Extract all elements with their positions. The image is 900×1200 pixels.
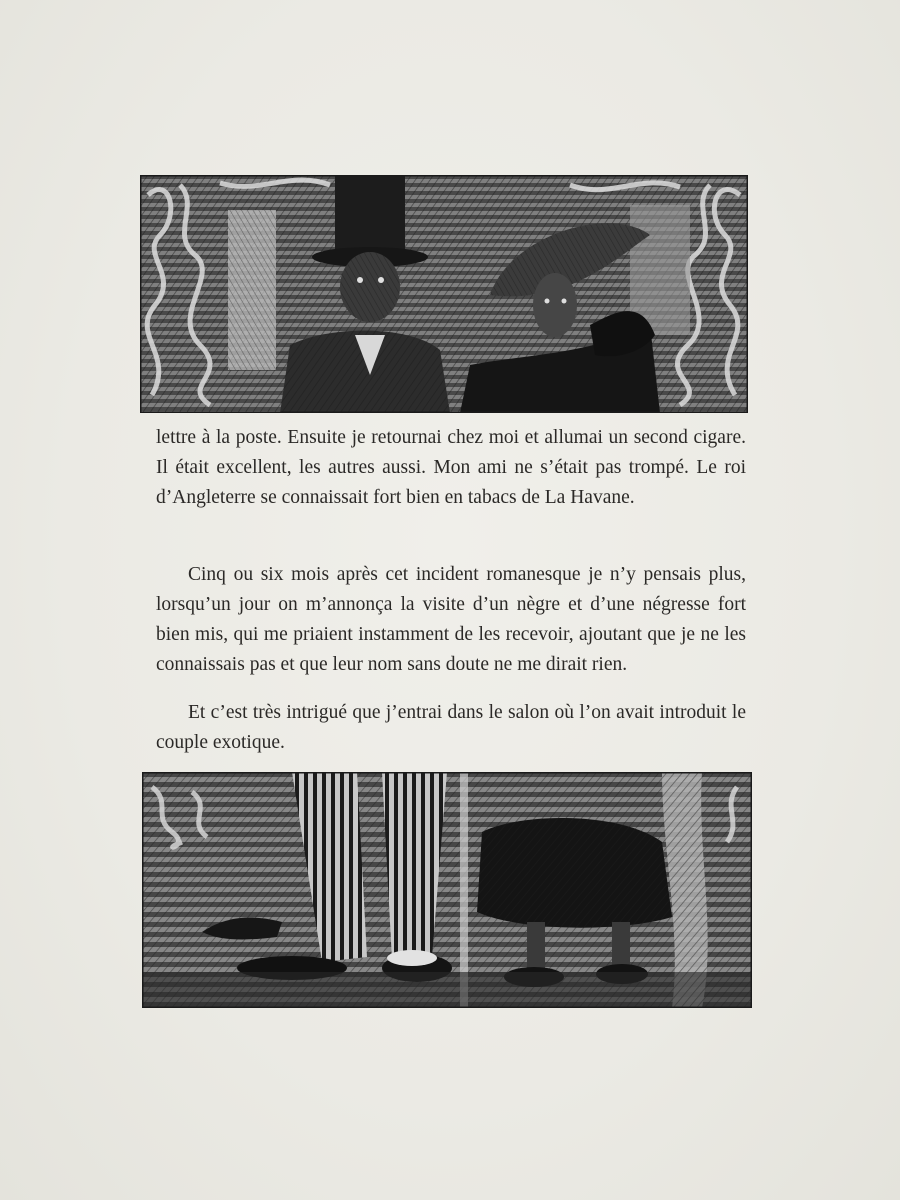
bottom-engraving-graphic: [142, 772, 752, 1008]
top-engraving-illustration: [140, 175, 748, 413]
paragraph-2: [156, 560, 746, 680]
paragraph-2-text: Cinq ou six mois après cet incident romanesque je n’y pensais plus, lorsqu’un jour on m’annonça la visite d’un nègre et d’une négresse fort bien mis, qui me priaient instamment de les recevoir, ajoutant que je ne les connaissais pas et que leur nom sans doute ne me dirait rien.: [156, 564, 746, 675]
paragraph-1: [156, 423, 746, 513]
bottom-engraving-illustration: [142, 772, 752, 1008]
top-engraving-graphic: [140, 175, 748, 413]
paragraph-1-text: lettre à la poste. Ensuite je retournai chez moi et allumai un second cigare. Il était excellent, les autres aussi. Mon ami ne s’était pas trompé. Le roi d’Angleterre se connaissait fort bien en tabacs de La Havane.: [156, 427, 746, 508]
paragraph-3-text: Et c’est très intrigué que j’entrai dans le salon où l’on avait introduit le couple exotique.: [156, 702, 746, 753]
paragraph-3: [156, 698, 746, 758]
